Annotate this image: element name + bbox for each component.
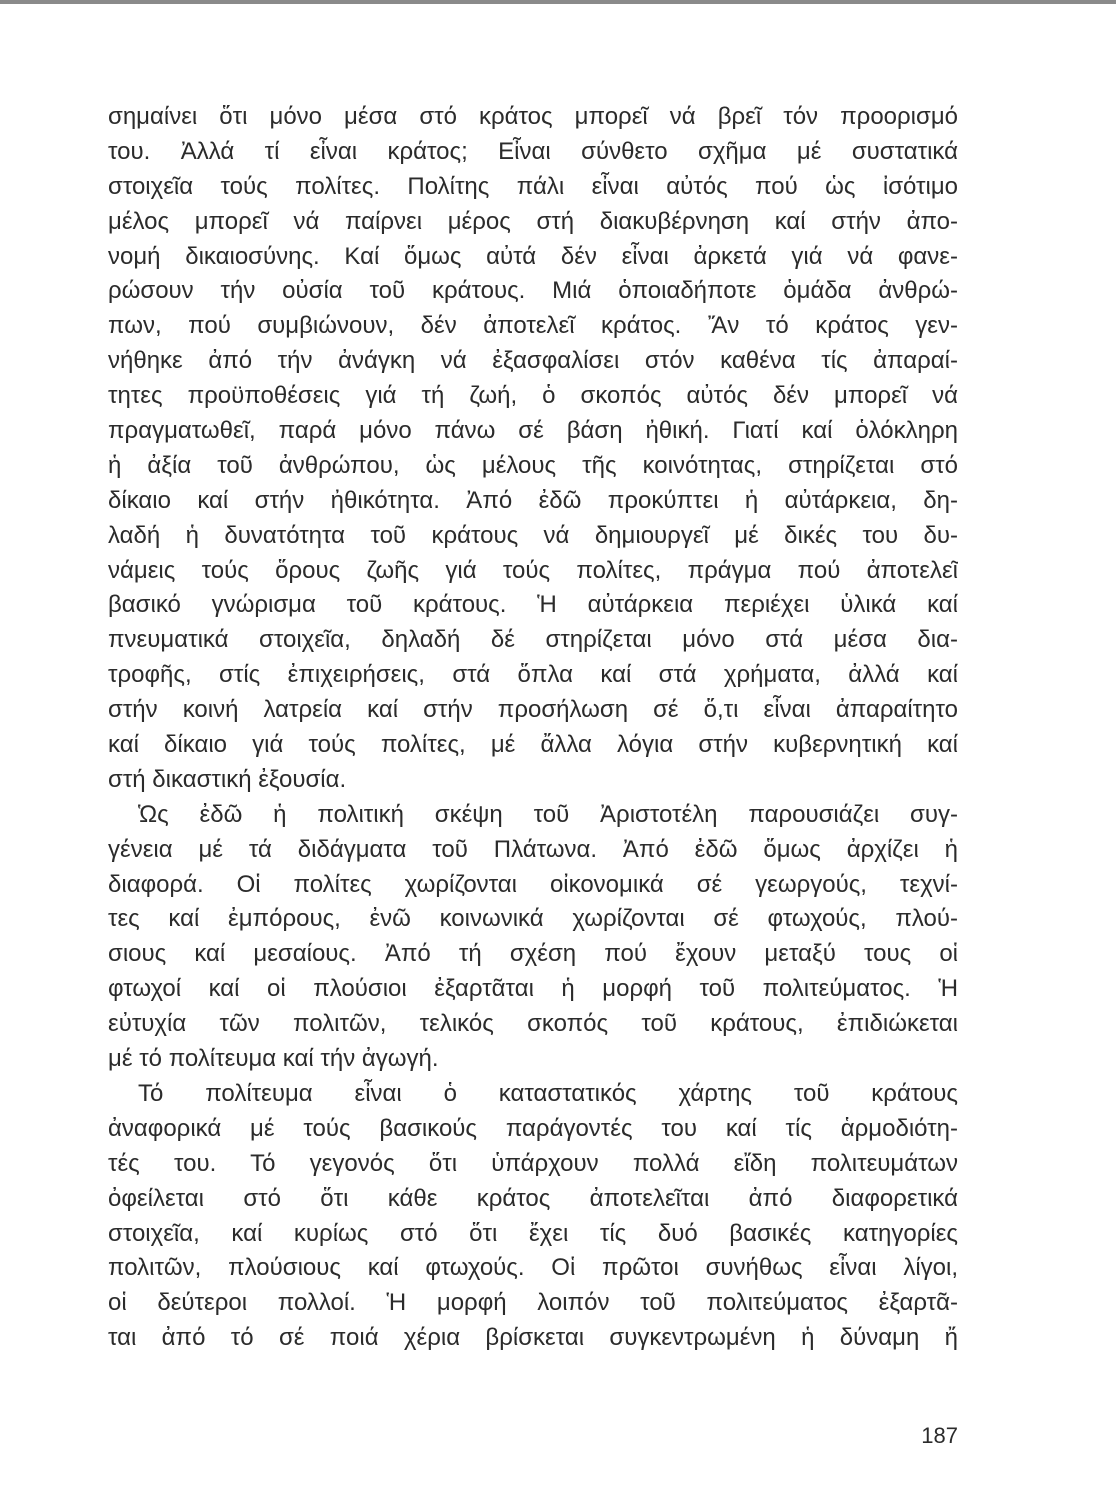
text-line: νήθηκε ἀπό τήν ἀνάγκη νά ἐξασφαλίσει στόν καθένα τίς ἀπαραί- bbox=[108, 347, 958, 375]
paragraph-end-line: μέ τό πολίτευμα καί τήν ἀγωγή. bbox=[108, 1045, 439, 1073]
text-line: σημαίνει ὅτι μόνο μέσα στό κράτος μπορεῖ νά βρεῖ τόν προορισμό bbox=[108, 103, 958, 130]
page-body-text bbox=[108, 100, 958, 1356]
scan-top-edge bbox=[0, 0, 1116, 4]
paragraph-start-line: Τό πολίτευμα εἶναι ὁ καταστατικός χάρτης τοῦ κράτους bbox=[138, 1079, 958, 1107]
text-line: ται ἀπό τό σέ ποιά χέρια βρίσκεται συγκεντρωμένη ἡ δύναμη ἤ bbox=[108, 1324, 958, 1352]
text-line: τές του. Τό γεγονός ὅτι ὑπάρχουν πολλά εἴδη πολιτευμάτων bbox=[108, 1149, 958, 1177]
text-line: εὐτυχία τῶν πολιτῶν, τελικός σκοπός τοῦ κράτους, ἐπιδιώκεται bbox=[108, 1010, 958, 1038]
text-line: νομή δικαιοσύνης. Καί ὅμως αὐτά δέν εἶναι ἀρκετά γιά νά φανε- bbox=[108, 242, 958, 270]
text-line: διαφορά. Οἱ πολίτες χωρίζονται οἰκονομικά σέ γεωργούς, τεχνί- bbox=[108, 870, 958, 898]
text-line: γένεια μέ τά διδάγματα τοῦ Πλάτωνα. Ἀπό ἐδῶ ὅμως ἀρχίζει ἡ bbox=[108, 835, 958, 863]
text-line: πνευματικά στοιχεῖα, δηλαδή δέ στηρίζεται μόνο στά μέσα δια- bbox=[108, 626, 958, 654]
text-line: φτωχοί καί οἱ πλούσιοι ἐξαρτᾶται ἡ μορφή τοῦ πολιτεύματος. Ἡ bbox=[108, 975, 958, 1003]
text-line: τητες προϋποθέσεις γιά τή ζωή, ὁ σκοπός αὐτός δέν μπορεῖ νά bbox=[108, 382, 958, 410]
text-line: στοιχεῖα τούς πολίτες. Πολίτης πάλι εἶναι αὐτός πού ὡς ἰσότιμο bbox=[108, 172, 958, 200]
text-line: σιους καί μεσαίους. Ἀπό τή σχέση πού ἔχουν μεταξύ τους οἱ bbox=[108, 940, 958, 968]
text-line: καί δίκαιο γιά τούς πολίτες, μέ ἄλλα λόγια στήν κυβερνητική καί bbox=[108, 731, 958, 759]
text-line: δίκαιο καί στήν ἠθικότητα. Ἀπό ἐδῶ προκύπτει ἡ αὐτάρκεια, δη- bbox=[108, 486, 958, 514]
paragraph-end-line: στή δικαστική ἐξουσία. bbox=[108, 765, 347, 793]
text-line: οἱ δεύτεροι πολλοί. Ἡ μορφή λοιπόν τοῦ πολιτεύματος ἐξαρτᾶ- bbox=[108, 1289, 958, 1317]
text-line: τες καί ἐμπόρους, ἐνῶ κοινωνικά χωρίζονται σέ φτωχούς, πλού- bbox=[108, 905, 958, 933]
text-line: ἀναφορικά μέ τούς βασικούς παράγοντές του καί τίς ἁρμοδιότη- bbox=[108, 1114, 958, 1142]
text-line: του. Ἀλλά τί εἶναι κράτος; Εἶναι σύνθετο σχῆμα μέ συστατικά bbox=[108, 137, 958, 165]
text-line: στοιχεῖα, καί κυρίως στό ὅτι ἔχει τίς δυό βασικές κατηγορίες bbox=[108, 1219, 958, 1247]
text-line: στήν κοινή λατρεία καί στήν προσήλωση σέ ὅ,τι εἶναι ἀπαραίτητο bbox=[108, 696, 958, 724]
text-line: ρώσουν τήν οὐσία τοῦ κράτους. Μιά ὁποιαδήποτε ὁμάδα ἀνθρώ- bbox=[108, 277, 958, 305]
text-line: ἡ ἀξία τοῦ ἀνθρώπου, ὡς μέλους τῆς κοινότητας, στηρίζεται στό bbox=[108, 451, 958, 479]
text-line: πραγματωθεῖ, παρά μόνο πάνω σέ βάση ἠθική. Γιατί καί ὁλόκληρη bbox=[108, 417, 958, 445]
text-line: ὀφείλεται στό ὅτι κάθε κράτος ἀποτελεῖται ἀπό διαφορετικά bbox=[108, 1184, 958, 1212]
text-line: μέλος μπορεῖ νά παίρνει μέρος στή διακυβέρνηση καί στήν ἀπο- bbox=[108, 207, 958, 235]
text-line: πολιτῶν, πλούσιους καί φτωχούς. Οἱ πρῶτοι συνήθως εἶναι λίγοι, bbox=[108, 1254, 958, 1282]
paragraph-start-line: Ὡς ἐδῶ ἡ πολιτική σκέψη τοῦ Ἀριστοτέλη παρουσιάζει συγ- bbox=[138, 800, 958, 828]
text-line: βασικό γνώρισμα τοῦ κράτους. Ἡ αὐτάρκεια περιέχει ὑλικά καί bbox=[108, 591, 958, 619]
text-line: λαδή ἡ δυνατότητα τοῦ κράτους νά δημιουργεῖ μέ δικές του δυ- bbox=[108, 521, 958, 549]
text-line: πων, πού συμβιώνουν, δέν ἀποτελεῖ κράτος. Ἄν τό κράτος γεν- bbox=[108, 312, 958, 340]
text-line: νάμεις τούς ὅρους ζωῆς γιά τούς πολίτες, πράγμα πού ἀποτελεῖ bbox=[108, 556, 958, 584]
text-line: τροφῆς, στίς ἐπιχειρήσεις, στά ὅπλα καί στά χρήματα, ἀλλά καί bbox=[108, 661, 958, 689]
page-number: 187 bbox=[921, 1423, 958, 1448]
